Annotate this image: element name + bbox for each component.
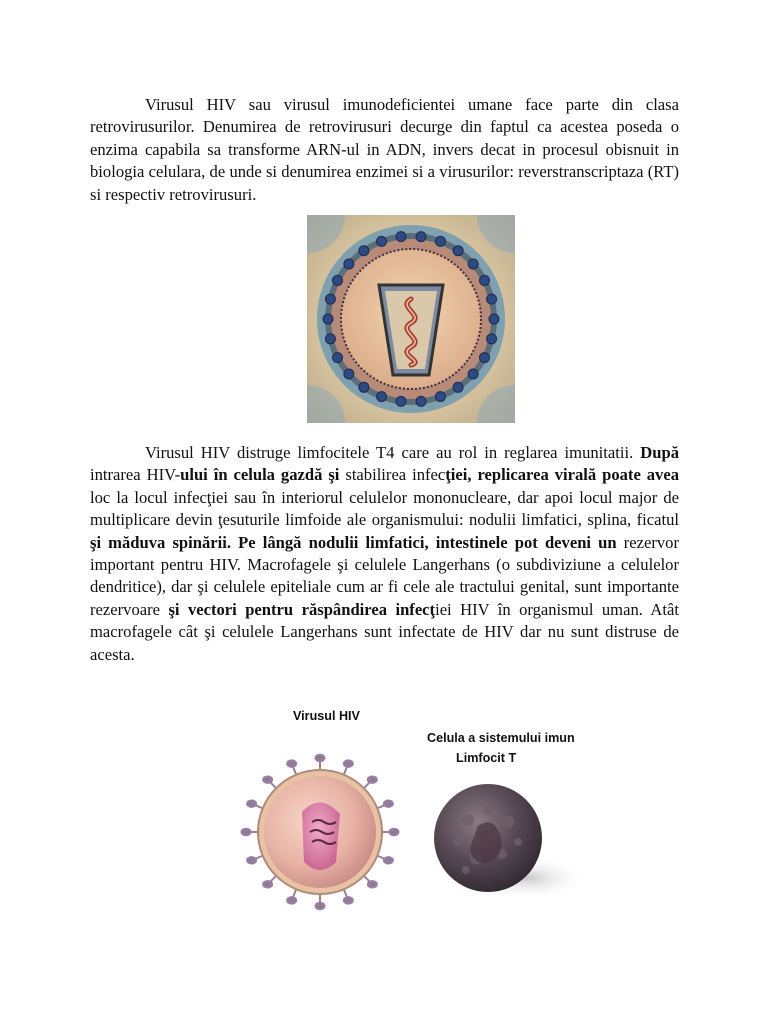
label-immune-cell: Celula a sistemului imun: [427, 731, 575, 745]
paragraph-hiv-s2: După: [640, 443, 679, 462]
paragraph-hiv-infection: [90, 442, 679, 666]
paragraph-hiv-s5: stabilirea infec: [339, 465, 446, 485]
paragraph-hiv-s3: intrarea HIV-: [90, 465, 181, 485]
paragraph-hiv-s10: şi vectori pentru răspândirea infecţ: [168, 599, 436, 619]
paragraph-intro-text: Virusul HIV sau virusul imunodeficientei umane face parte din clasa retrovirusurilor. Denumirea de retrovirusuri decurge din faptul ca acestea poseda o enzima capabila sa transforme ARN-ul in ADN, invers decat in procesul obisnuit in biologia celulara, de unde si denumirea enzimei si a virusurilor: reverstranscriptaza (RT) si respectiv retrovirusuri.: [90, 95, 679, 204]
paragraph-hiv-s7: loc la locul infecţiei sau în interiorul celulelor mononucleare, dar apoi locul major de multiplicare devin ţesuturile limfoide ale organismului: nodulii limfatici, splina, ficatul: [90, 487, 679, 530]
paragraph-hiv-s9: rezervor important pentru HIV. Macrofagele şi celulele Langerhans (o subdiviziune a celulelor dendritice), dar şi celulele epiteliale cum ar fi cele ale tractului genital, sunt importante rezervoare: [90, 532, 679, 619]
hiv-virus-diagram: [240, 752, 400, 912]
hiv-virion-illustration: [307, 215, 515, 423]
paragraph-hiv-s1: Virusul HIV distruge limfocitele T4 care au rol in reglarea imunitatii.: [145, 443, 641, 462]
label-virus-hiv: Virusul HIV: [293, 709, 360, 723]
paragraph-hiv-s4: ului în celula gazdă şi: [180, 465, 340, 485]
paragraph-hiv-s11: iei HIV în organismul uman. Atât macrofagele cât şi celulele Langerhans sunt infectate de HIV dar nu sunt distruse de acesta.: [90, 599, 679, 664]
paragraph-hiv-s6: ţiei, replicarea virală poate avea: [445, 465, 680, 485]
paragraph-hiv-s8: şi măduva spinării. Pe lângă nodulii limfatici, intestinele pot deveni un: [90, 532, 617, 552]
t-lymphocyte-diagram: [418, 770, 588, 910]
paragraph-intro: [90, 94, 679, 206]
label-t-lymphocyte: Limfocit T: [456, 751, 517, 765]
